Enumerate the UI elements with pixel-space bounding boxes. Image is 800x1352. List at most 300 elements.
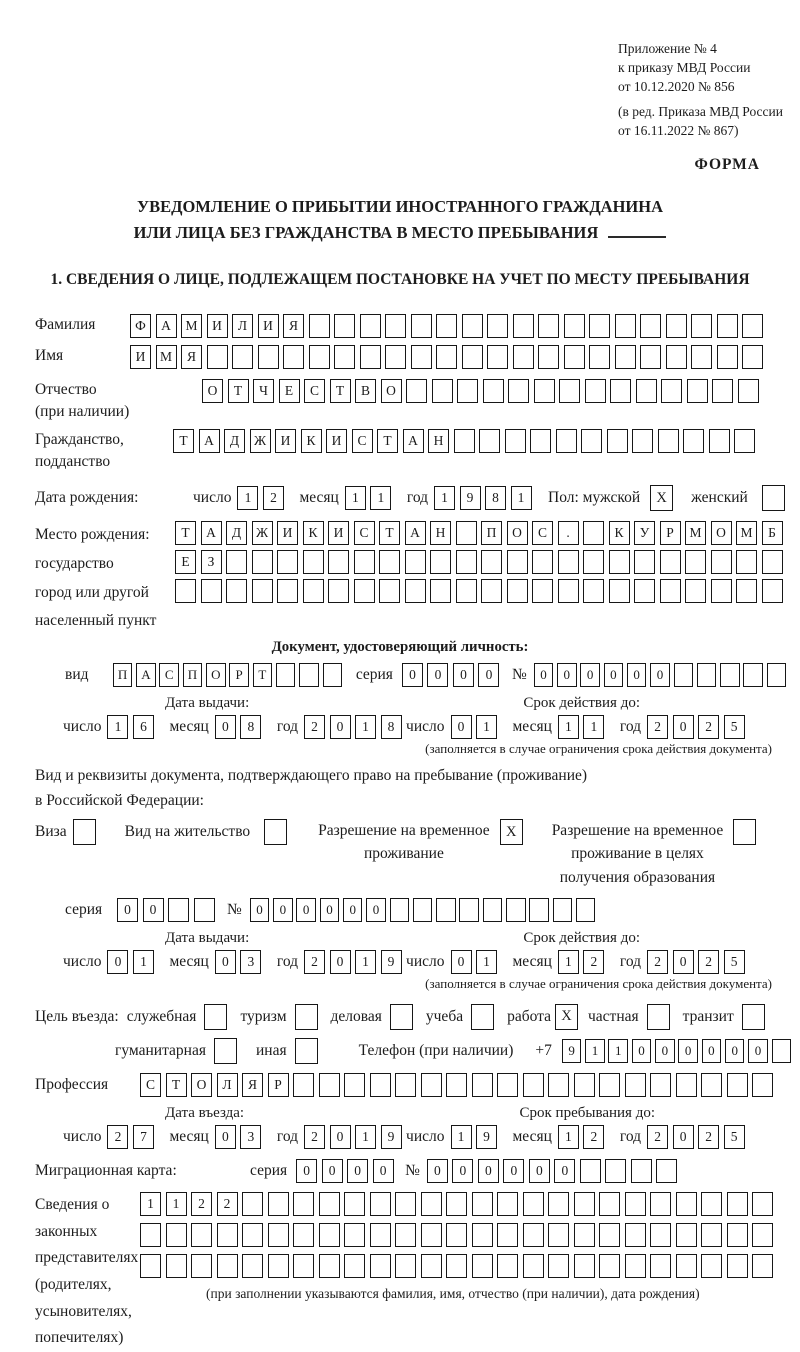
char-cell	[548, 1254, 569, 1278]
char-cell: 0	[503, 1159, 524, 1183]
char-cell: Ф	[130, 314, 151, 338]
purpose-row2	[35, 1038, 790, 1064]
char-cell	[175, 579, 196, 603]
char-cell: Я	[181, 345, 202, 369]
char-cell	[701, 1223, 722, 1247]
char-cell: Т	[379, 521, 400, 545]
char-cell: Ж	[252, 521, 273, 545]
char-cell	[523, 1254, 544, 1278]
char-cell: И	[277, 521, 298, 545]
char-cell: Н	[428, 429, 449, 453]
representatives-row3-cells	[140, 1254, 778, 1278]
entry-month-cells	[215, 1125, 266, 1149]
birth-date-row	[35, 485, 790, 511]
char-cell	[574, 1223, 595, 1247]
entry-date-group: число 2 7 месяц 0 3 год 2 0 1 9	[63, 1125, 406, 1149]
char-cell	[676, 1192, 697, 1216]
char-cell: 0	[117, 898, 138, 922]
char-cell	[701, 1073, 722, 1097]
identity-valid-date-group: число 0 1 месяц 1 1 год 2 0 2 5	[406, 715, 749, 739]
char-cell: 2	[583, 1125, 604, 1149]
representatives-note: (при заполнении указываются фамилия, имя, отчество (при наличии), дата рождения)	[206, 1285, 700, 1301]
purpose-option-commercial: деловая	[331, 1004, 413, 1030]
temp-residence-label: Разрешение на временное проживание	[318, 822, 490, 863]
char-cell: Р	[229, 663, 249, 687]
char-cell	[258, 345, 279, 369]
char-cell	[697, 663, 717, 687]
char-cell	[323, 663, 343, 687]
char-cell: С	[532, 521, 553, 545]
purpose-tourism-checkbox	[295, 1004, 318, 1030]
char-cell: 0	[107, 950, 128, 974]
char-cell: 2	[583, 950, 604, 974]
char-cell: А	[405, 521, 426, 545]
residence-issue-year-cells	[304, 950, 406, 974]
char-cell: 7	[133, 1125, 154, 1149]
birth-place-cells	[175, 521, 787, 608]
char-cell: Я	[242, 1073, 263, 1097]
char-cell: Р	[660, 521, 681, 545]
char-cell	[599, 1073, 620, 1097]
char-cell	[752, 1192, 773, 1216]
char-cell: 2	[304, 715, 325, 739]
char-cell	[344, 1192, 365, 1216]
char-cell	[656, 1159, 677, 1183]
residence-number-cells	[250, 898, 599, 922]
char-cell	[309, 314, 330, 338]
sex-label: Пол: мужской	[548, 489, 641, 507]
option-residence-permit: Вид на жительство	[125, 819, 288, 845]
char-cell	[413, 898, 433, 922]
purpose-option-tourism: туризм	[240, 1004, 317, 1030]
purpose-commercial-checkbox	[390, 1004, 413, 1030]
purpose-option-study: учеба	[426, 1004, 494, 1030]
residence-doc-intro2: в Российской Федерации:	[35, 792, 204, 810]
surname-cells	[130, 314, 768, 338]
char-cell: С	[140, 1073, 161, 1097]
char-cell	[660, 550, 681, 574]
residence-issue-day-cells	[107, 950, 158, 974]
residence-valid-heading: Срок действия до:	[523, 929, 640, 946]
char-cell: З	[201, 550, 222, 574]
char-cell: 0	[557, 663, 577, 687]
birth-year-cells	[434, 486, 536, 510]
char-cell	[581, 429, 602, 453]
phone-prefix: +7	[535, 1041, 552, 1059]
purpose-option-work: работа X	[507, 1004, 578, 1030]
char-cell	[658, 429, 679, 453]
char-cell: Т	[377, 429, 398, 453]
char-cell	[319, 1073, 340, 1097]
identity-issue-year-cells	[304, 715, 406, 739]
char-cell	[481, 550, 502, 574]
identity-valid-month-cells	[558, 715, 609, 739]
char-cell	[712, 379, 733, 403]
char-cell: 3	[240, 1125, 261, 1149]
char-cell: 0	[427, 1159, 448, 1183]
patronymic-row	[35, 379, 790, 424]
char-cell: 2	[107, 1125, 128, 1149]
char-cell	[762, 550, 783, 574]
char-cell	[252, 550, 273, 574]
char-cell: О	[206, 663, 226, 687]
char-cell: С	[352, 429, 373, 453]
char-cell	[166, 1254, 187, 1278]
residence-doc-serial-row	[35, 898, 790, 922]
char-cell: 1	[133, 950, 154, 974]
char-cell: 0	[453, 663, 474, 687]
sex-female-label: женский	[691, 489, 748, 507]
char-cell	[472, 1223, 493, 1247]
char-cell	[421, 1254, 442, 1278]
char-cell: 0	[330, 1125, 351, 1149]
char-cell: Н	[430, 521, 451, 545]
char-cell	[462, 314, 483, 338]
issue-date-heading: Дата выдачи:	[165, 695, 250, 712]
char-cell	[513, 345, 534, 369]
birth-place-row1-cells	[175, 521, 787, 545]
char-cell	[530, 429, 551, 453]
char-cell	[599, 1254, 620, 1278]
char-cell	[319, 1192, 340, 1216]
char-cell	[421, 1223, 442, 1247]
char-cell: 2	[304, 950, 325, 974]
stay-year-cells	[647, 1125, 749, 1149]
char-cell	[548, 1223, 569, 1247]
char-cell: 2	[698, 1125, 719, 1149]
char-cell	[201, 579, 222, 603]
char-cell: А	[156, 314, 177, 338]
char-cell	[772, 1039, 792, 1063]
char-cell	[523, 1192, 544, 1216]
char-cell	[379, 579, 400, 603]
appendix-line: Приложение № 4	[618, 41, 717, 56]
given-name-cells	[130, 345, 768, 369]
char-cell: 1	[558, 950, 579, 974]
purpose-option-private: частная	[588, 1004, 670, 1030]
char-cell: 1	[166, 1192, 187, 1216]
birth-day-cells	[237, 486, 288, 510]
char-cell	[507, 550, 528, 574]
char-cell: Я	[283, 314, 304, 338]
char-cell	[607, 429, 628, 453]
doc-number-cells	[534, 663, 790, 687]
char-cell: С	[304, 379, 325, 403]
char-cell: 0	[373, 1159, 394, 1183]
char-cell: 8	[381, 715, 402, 739]
char-cell	[370, 1223, 391, 1247]
citizenship-row	[35, 429, 790, 474]
doc-series-cells	[402, 663, 504, 687]
char-cell	[691, 314, 712, 338]
form-title	[0, 194, 800, 245]
char-cell: 0	[296, 1159, 317, 1183]
char-cell	[727, 1192, 748, 1216]
temp-residence-checkbox: X	[500, 819, 523, 845]
temp-residence-edu-checkbox	[733, 819, 756, 845]
char-cell: 1	[476, 950, 497, 974]
profession-row	[35, 1073, 790, 1097]
char-cell: 2	[647, 1125, 668, 1149]
char-cell	[319, 1223, 340, 1247]
char-cell: 3	[240, 950, 261, 974]
char-cell	[505, 429, 526, 453]
sex-female-checkbox	[762, 485, 785, 511]
citizenship-cells	[173, 429, 760, 453]
representatives-row	[35, 1192, 790, 1352]
char-cell: 8	[240, 715, 261, 739]
char-cell: Ч	[253, 379, 274, 403]
char-cell: 0	[673, 1125, 694, 1149]
appendix-line: от 10.12.2020 № 856	[618, 78, 735, 94]
residence-issue-month-cells	[215, 950, 266, 974]
char-cell: Д	[226, 521, 247, 545]
char-cell	[226, 550, 247, 574]
char-cell	[660, 579, 681, 603]
char-cell	[736, 550, 757, 574]
char-cell	[674, 663, 694, 687]
doc-type-label: вид	[65, 666, 89, 684]
char-cell	[479, 429, 500, 453]
char-cell: Т	[330, 379, 351, 403]
char-cell	[640, 345, 661, 369]
char-cell: Т	[175, 521, 196, 545]
char-cell: 0	[451, 950, 472, 974]
char-cell	[625, 1223, 646, 1247]
char-cell	[497, 1254, 518, 1278]
identity-issue-month-cells	[215, 715, 266, 739]
char-cell	[277, 579, 298, 603]
char-cell: 0	[215, 1125, 236, 1149]
char-cell: 1	[345, 486, 366, 510]
birth-date-label: Дата рождения:	[35, 489, 139, 507]
birth-month-cells	[345, 486, 396, 510]
identity-doc-date-heads	[35, 695, 790, 712]
char-cell: .	[558, 521, 579, 545]
char-cell: В	[355, 379, 376, 403]
char-cell	[574, 1192, 595, 1216]
char-cell	[615, 345, 636, 369]
char-cell: У	[634, 521, 655, 545]
residence-doc-options	[35, 819, 790, 889]
migration-card-label: Миграционная карта:	[35, 1161, 177, 1179]
char-cell	[472, 1073, 493, 1097]
char-cell	[405, 579, 426, 603]
char-cell	[299, 663, 319, 687]
migration-number-cells	[427, 1159, 682, 1183]
char-cell	[395, 1223, 416, 1247]
char-cell	[589, 345, 610, 369]
char-cell	[574, 1254, 595, 1278]
entry-date-heads	[35, 1105, 790, 1122]
char-cell	[564, 345, 585, 369]
representatives-row2-cells	[140, 1223, 778, 1247]
char-cell: Л	[217, 1073, 238, 1097]
char-cell: 0	[143, 898, 164, 922]
char-cell	[685, 579, 706, 603]
appendix-reference	[618, 40, 800, 140]
char-cell: А	[199, 429, 220, 453]
profession-cells	[140, 1073, 778, 1097]
purpose-transit-checkbox	[742, 1004, 765, 1030]
char-cell	[609, 550, 630, 574]
char-cell: О	[507, 521, 528, 545]
stay-until-date-group: число 1 9 месяц 1 2 год 2 0 2 5	[406, 1125, 749, 1149]
char-cell	[736, 579, 757, 603]
char-cell	[497, 1223, 518, 1247]
char-cell	[507, 579, 528, 603]
char-cell	[360, 314, 381, 338]
char-cell: 0	[273, 898, 293, 922]
char-cell	[472, 1254, 493, 1278]
entry-day-cells	[107, 1125, 158, 1149]
char-cell	[743, 663, 763, 687]
char-cell	[687, 379, 708, 403]
char-cell	[752, 1254, 773, 1278]
char-cell: 1	[451, 1125, 472, 1149]
char-cell: 9	[381, 1125, 402, 1149]
char-cell: 0	[580, 663, 600, 687]
char-cell	[636, 379, 657, 403]
char-cell	[483, 898, 503, 922]
char-cell: 9	[476, 1125, 497, 1149]
char-cell	[676, 1254, 697, 1278]
char-cell: 1	[370, 486, 391, 510]
char-cell	[676, 1073, 697, 1097]
option-temp-residence	[318, 819, 523, 866]
char-cell	[360, 345, 381, 369]
char-cell: 0	[452, 1159, 473, 1183]
char-cell: 0	[330, 715, 351, 739]
char-cell: Т	[253, 663, 273, 687]
char-cell	[354, 579, 375, 603]
char-cell	[293, 1073, 314, 1097]
char-cell	[559, 379, 580, 403]
char-cell	[456, 521, 477, 545]
char-cell	[711, 579, 732, 603]
migration-series-cells	[296, 1159, 398, 1183]
char-cell	[276, 663, 296, 687]
purpose-humanitarian-checkbox	[214, 1038, 237, 1064]
char-cell: 0	[322, 1159, 343, 1183]
char-cell	[720, 663, 740, 687]
residence-valid-month-cells	[558, 950, 609, 974]
char-cell	[446, 1073, 467, 1097]
char-cell: 9	[562, 1039, 582, 1063]
char-cell	[650, 1192, 671, 1216]
char-cell: 2	[647, 715, 668, 739]
char-cell: М	[736, 521, 757, 545]
given-name-label: Имя	[35, 346, 64, 364]
char-cell	[734, 429, 755, 453]
sex-male-checkbox: X	[650, 485, 673, 511]
entry-dates	[35, 1125, 790, 1149]
char-cell	[615, 314, 636, 338]
char-cell: М	[181, 314, 202, 338]
char-cell	[395, 1254, 416, 1278]
char-cell	[738, 379, 759, 403]
char-cell	[379, 550, 400, 574]
char-cell: О	[711, 521, 732, 545]
char-cell	[140, 1254, 161, 1278]
char-cell	[446, 1223, 467, 1247]
identity-valid-day-cells	[451, 715, 502, 739]
char-cell	[513, 314, 534, 338]
char-cell: 2	[698, 950, 719, 974]
char-cell	[319, 1254, 340, 1278]
char-cell	[717, 345, 738, 369]
char-cell: 0	[330, 950, 351, 974]
char-cell	[456, 550, 477, 574]
char-cell	[487, 314, 508, 338]
char-cell: 0	[748, 1039, 768, 1063]
char-cell	[309, 345, 330, 369]
residence-valid-date-group: число 0 1 месяц 1 2 год 2 0 2 5	[406, 950, 749, 974]
char-cell	[650, 1073, 671, 1097]
char-cell	[168, 898, 189, 922]
char-cell: А	[136, 663, 156, 687]
residence-doc-date-heads	[35, 930, 790, 947]
char-cell	[252, 579, 273, 603]
char-cell	[293, 1223, 314, 1247]
doc-number-label: №	[511, 666, 527, 684]
char-cell	[457, 379, 478, 403]
char-cell: 2	[698, 715, 719, 739]
char-cell: 5	[724, 1125, 745, 1149]
char-cell	[556, 429, 577, 453]
char-cell: Л	[232, 314, 253, 338]
char-cell	[487, 345, 508, 369]
char-cell	[242, 1192, 263, 1216]
char-cell	[436, 898, 456, 922]
char-cell	[293, 1254, 314, 1278]
char-cell	[283, 345, 304, 369]
char-cell: 0	[250, 898, 270, 922]
char-cell	[194, 898, 215, 922]
migration-series-label: серия	[250, 1161, 288, 1179]
char-cell: 0	[320, 898, 340, 922]
char-cell: 5	[724, 950, 745, 974]
char-cell: О	[202, 379, 223, 403]
char-cell: 1	[583, 715, 604, 739]
entry-year-cells	[304, 1125, 406, 1149]
char-cell: 0	[534, 663, 554, 687]
char-cell: М	[156, 345, 177, 369]
patronymic-label: Отчество (при наличии)	[35, 380, 130, 421]
citizenship-label: Гражданство, подданство	[35, 430, 124, 470]
char-cell: И	[207, 314, 228, 338]
char-cell: 1	[511, 486, 532, 510]
identity-issue-day-cells	[107, 715, 158, 739]
char-cell	[574, 1073, 595, 1097]
char-cell	[634, 550, 655, 574]
char-cell	[242, 1254, 263, 1278]
char-cell: 1	[476, 715, 497, 739]
char-cell: М	[685, 521, 706, 545]
char-cell	[683, 429, 704, 453]
birth-place-row3-cells	[175, 579, 787, 603]
char-cell	[370, 1192, 391, 1216]
char-cell	[406, 379, 427, 403]
char-cell: П	[113, 663, 133, 687]
stay-day-cells	[451, 1125, 502, 1149]
purpose-private-checkbox	[647, 1004, 670, 1030]
surname-label: Фамилия	[35, 315, 96, 333]
char-cell: 2	[647, 950, 668, 974]
char-cell	[344, 1073, 365, 1097]
stay-until-heading: Срок пребывания до:	[519, 1104, 655, 1121]
residence-valid-year-cells	[647, 950, 749, 974]
